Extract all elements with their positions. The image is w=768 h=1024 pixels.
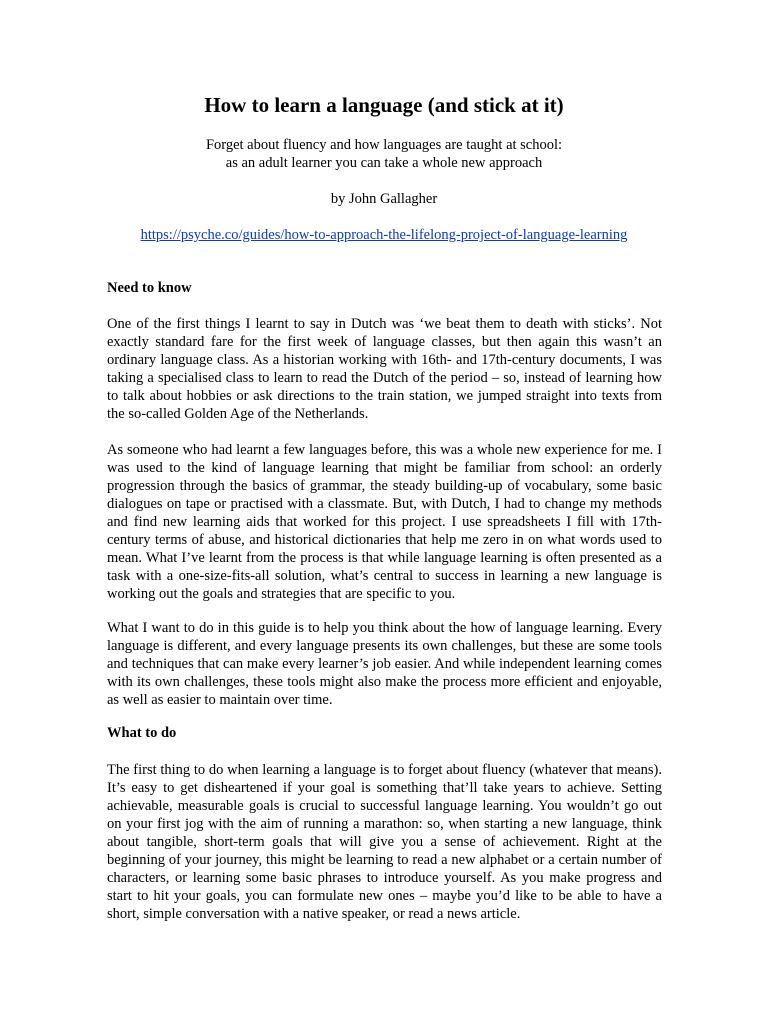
paragraph-3: What I want to do in this guide is to help you think about the how of language learning. Every language is different, and every language presents its own challenges, but these are some tools and techniques that can make every learner’s job easier. And while independent learning comes with its own challenges, these tools might also make the process more efficient and enjoyable, as well as easier to maintain over time. xyxy=(107,620,662,708)
author-byline: by John Gallagher xyxy=(330,191,438,207)
source-link[interactable]: https://psyche.co/guides/how-to-approach-the-lifelong-project-of-language-learning xyxy=(140,227,628,243)
article-title: How to learn a language (and stick at it) xyxy=(204,93,564,117)
paragraph-2: As someone who had learnt a few languages before, this was a whole new experience for me. I was used to the kind of language learning that might be familiar from school: an orderly progression through the basics of grammar, the steady building-up of vocabulary, some basic dialogues on tape or practised with a classmate. But, with Dutch, I had to change my methods and find new learning aids that worked for this project. I use spreadsheets I fill with 17th-century terms of abuse, and historical dictionaries that help me zero in on what words used to mean. What I’ve learnt from the process is that while language learning is often presented as a task with a one-size-fits-all solution, what’s central to success in learning a new language is working out the goals and strategies that are specific to you. xyxy=(107,442,662,602)
paragraph-1: One of the first things I learnt to say in Dutch was ‘we beat them to death with sticks’. Not exactly standard fare for the first week of language classes, but then again this wasn’t an ordinary language class. As a historian working with 16th- and 17th-century documents, I was taking a specialised class to learn to read the Dutch of the period – so, instead of learning how to talk about hobbies or ask directions to the train station, we jumped straight into texts from the so-called Golden Age of the Netherlands. xyxy=(107,316,662,422)
source-link-line xyxy=(0,226,768,244)
paragraph-4: The first thing to do when learning a language is to forget about fluency (whatever that means). It’s easy to get disheartened if your goal is something that’ll take years to achieve. Setting achievable, measurable goals is crucial to successful language learning. You wouldn’t go out on your first jog with the aim of running a marathon: so, when starting a new language, think about tangible, short-term goals that will give you a sense of achievement. Right at the beginning of your journey, this might be learning to read a new alphabet or a certain number of characters, or learning some basic phrases to introduce yourself. As you make progress and start to hit your goals, you can formulate new ones – maybe you’d like to be able to have a short, simple conversation with a native speaker, or read a news article. xyxy=(107,762,662,922)
section-heading-what-to-do: What to do xyxy=(107,725,177,741)
section-heading-need-to-know: Need to know xyxy=(107,280,192,296)
article-subtitle-line-2: as an adult learner you can take a whole new approach xyxy=(225,155,543,171)
article-subtitle-line-1: Forget about fluency and how languages are taught at school: xyxy=(205,137,563,153)
